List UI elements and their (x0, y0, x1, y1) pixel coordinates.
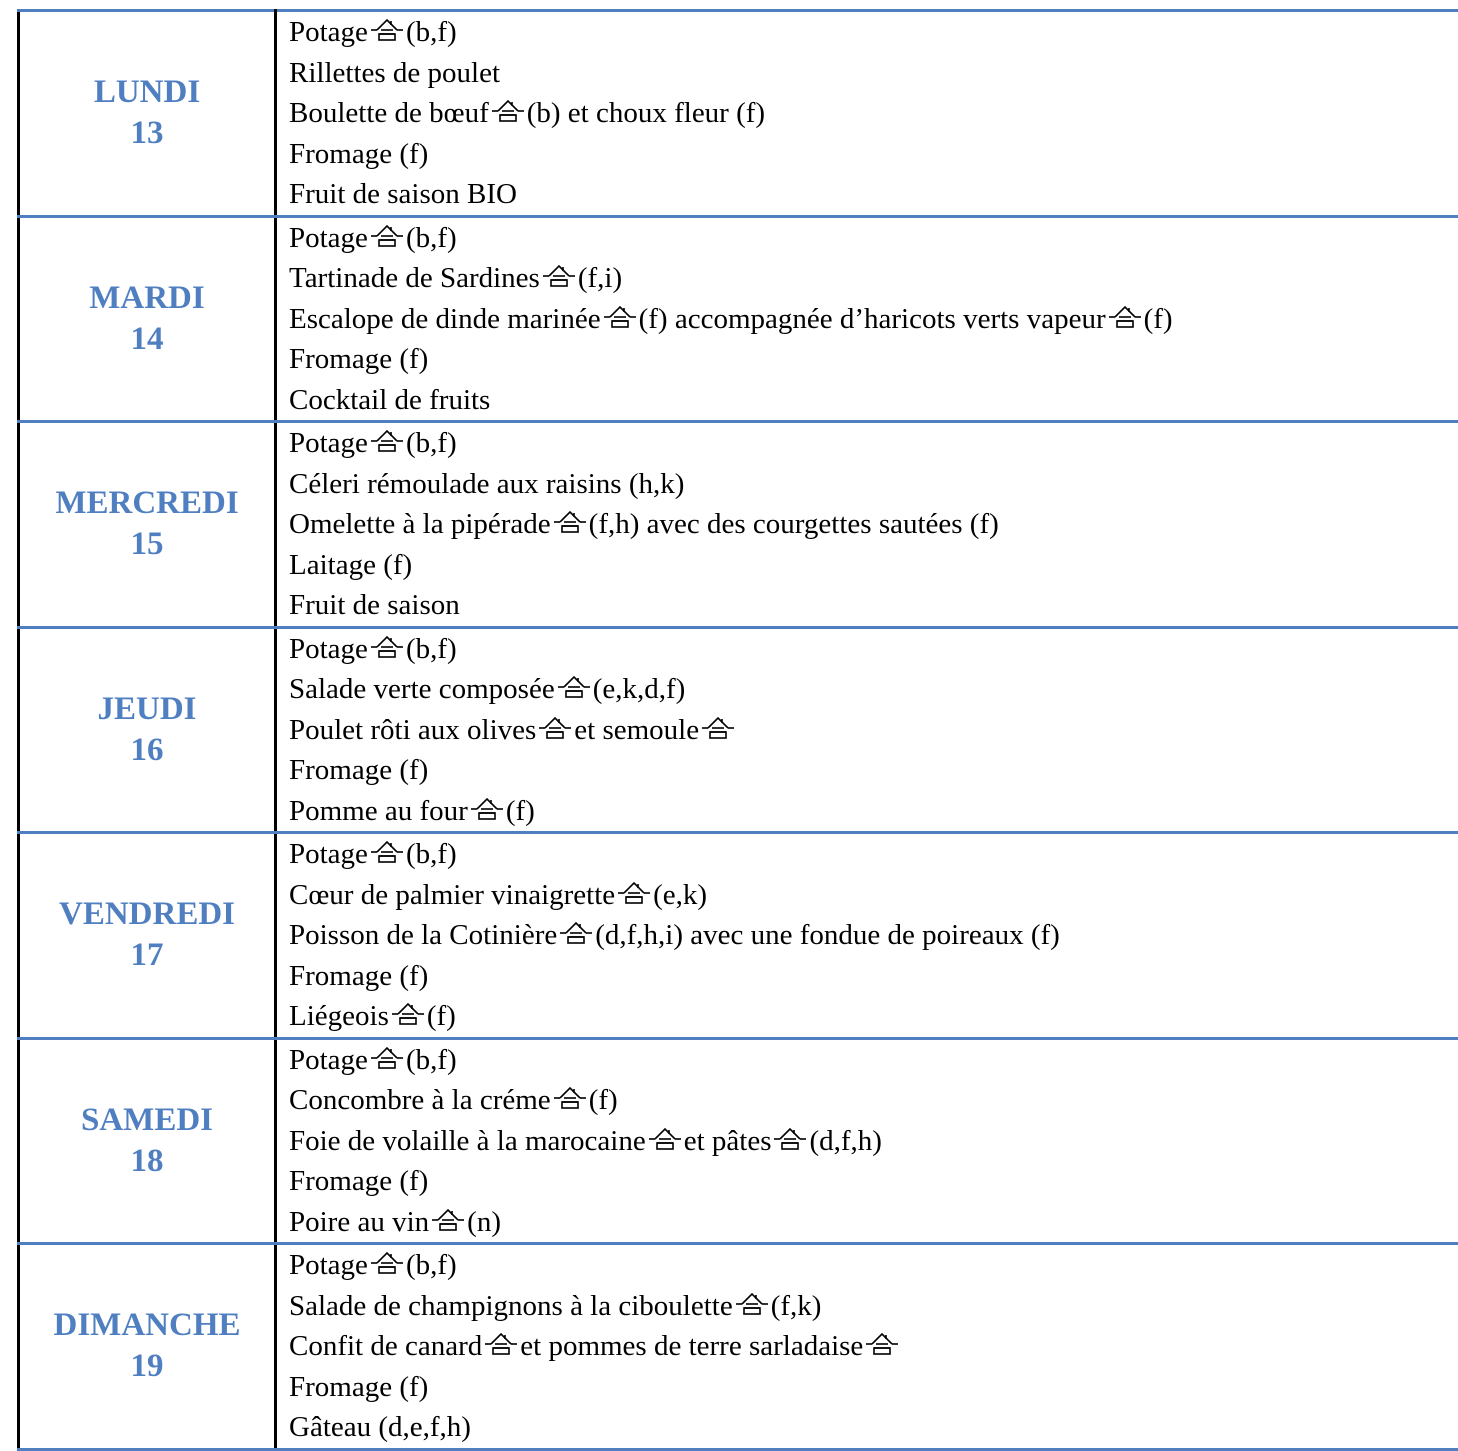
homemade-house-icon (543, 265, 575, 287)
day-name: MARDI (20, 278, 274, 319)
day-row (19, 833, 1458, 1039)
dish-allergens: et pâtes (684, 1125, 772, 1157)
dish-allergens: (f,k) (771, 1290, 822, 1322)
dish-line (289, 1202, 1458, 1243)
dish-allergens: (b,f) (406, 16, 457, 48)
dish-allergens: (b,f) (406, 633, 457, 665)
dish-allergens: (f,h) avec des courgettes sautées (f) (589, 508, 999, 540)
dish-line (289, 1080, 1458, 1121)
homemade-house-icon (371, 1252, 403, 1274)
dish-allergens: (f) (1144, 303, 1173, 335)
homemade-house-icon (649, 1128, 681, 1150)
homemade-house-icon (371, 19, 403, 41)
dish-text: Potage (289, 222, 368, 254)
day-row (19, 627, 1458, 833)
dish-text: Fruit de saison (289, 589, 460, 621)
homemade-house-icon (560, 922, 592, 944)
homemade-house-icon (371, 430, 403, 452)
homemade-house-icon (485, 1333, 517, 1355)
dish-text: Foie de volaille à la marocaine (289, 1125, 646, 1157)
day-number: 17 (20, 935, 274, 976)
dish-allergens: (b,f) (406, 1044, 457, 1076)
day-number: 15 (20, 524, 274, 565)
dish-line (289, 585, 1458, 626)
homemade-house-icon (1109, 306, 1141, 328)
day-name: DIMANCHE (20, 1305, 274, 1346)
day-name: SAMEDI (20, 1100, 274, 1141)
dish-allergens: (f) (427, 1000, 456, 1032)
homemade-house-icon (618, 882, 650, 904)
day-name: JEUDI (20, 689, 274, 730)
dish-text: Fromage (f) (289, 138, 428, 170)
dish-line (289, 134, 1458, 175)
day-number: 16 (20, 730, 274, 771)
dish-text: Poulet rôti aux olives (289, 714, 536, 746)
dish-allergens: (d,f,h) (809, 1125, 881, 1157)
dish-text: Gâteau (d,e,f,h) (289, 1411, 471, 1443)
dishes-cell (276, 627, 1458, 833)
dish-allergens: (f) accompagnée d’haricots verts vapeur (639, 303, 1106, 335)
dish-text: Cocktail de fruits (289, 384, 490, 416)
day-row (19, 216, 1458, 422)
day-number: 13 (20, 113, 274, 154)
day-name: VENDREDI (20, 894, 274, 935)
dish-text: Potage (289, 427, 368, 459)
dish-text: Fromage (f) (289, 343, 428, 375)
dish-text: Escalope de dinde marinée (289, 303, 601, 335)
dish-allergens: (b,f) (406, 222, 457, 254)
dish-allergens: et semoule (574, 714, 699, 746)
day-cell (19, 1244, 276, 1450)
dish-text: Salade de champignons à la ciboulette (289, 1290, 733, 1322)
dish-text: Fromage (f) (289, 1371, 428, 1403)
dish-allergens: (b,f) (406, 427, 457, 459)
dish-text: Tartinade de Sardines (289, 262, 540, 294)
day-number: 14 (20, 319, 274, 360)
dish-line (289, 791, 1458, 832)
day-name: MERCREDI (20, 483, 274, 524)
day-cell (19, 627, 276, 833)
dish-line (289, 93, 1458, 134)
day-cell (19, 1038, 276, 1244)
dish-line (289, 545, 1458, 586)
dishes-cell (276, 11, 1458, 217)
dish-text: Confit de canard (289, 1330, 482, 1362)
dish-line (289, 750, 1458, 791)
homemade-house-icon (432, 1209, 464, 1231)
dish-line (289, 1040, 1458, 1081)
weekly-menu-table (17, 9, 1458, 1451)
day-number: 18 (20, 1141, 274, 1182)
day-cell (19, 833, 276, 1039)
dish-line (289, 423, 1458, 464)
homemade-house-icon (371, 1047, 403, 1069)
homemade-house-icon (492, 100, 524, 122)
dish-allergens: (e,k) (653, 879, 707, 911)
dishes-cell (276, 833, 1458, 1039)
dish-allergens: (f,i) (578, 262, 622, 294)
dish-allergens: (e,k,d,f) (593, 673, 686, 705)
homemade-house-icon (558, 676, 590, 698)
dish-line (289, 12, 1458, 53)
dish-text: Liégeois (289, 1000, 389, 1032)
dish-allergens: (n) (467, 1206, 501, 1238)
dish-line (289, 956, 1458, 997)
homemade-house-icon (554, 1087, 586, 1109)
dish-text: Fruit de saison BIO (289, 178, 517, 210)
homemade-house-icon (554, 511, 586, 533)
dish-text: Rillettes de poulet (289, 57, 500, 89)
day-number: 19 (20, 1346, 274, 1387)
homemade-house-icon (392, 1003, 424, 1025)
dish-line (289, 174, 1458, 215)
dish-text: Boulette de bœuf (289, 97, 489, 129)
dish-line (289, 915, 1458, 956)
dish-line (289, 1245, 1458, 1286)
dish-text: Potage (289, 16, 368, 48)
dish-allergens: (b,f) (406, 1249, 457, 1281)
dish-allergens: (b) et choux fleur (f) (527, 97, 765, 129)
day-cell (19, 422, 276, 628)
dish-text: Fromage (f) (289, 960, 428, 992)
dish-text: Fromage (f) (289, 1165, 428, 1197)
dish-line (289, 1121, 1458, 1162)
day-row (19, 422, 1458, 628)
dish-line (289, 1407, 1458, 1448)
dish-text: Potage (289, 633, 368, 665)
day-row (19, 1038, 1458, 1244)
day-cell (19, 216, 276, 422)
dish-line (289, 1326, 1458, 1367)
dish-text: Poisson de la Cotinière (289, 919, 557, 951)
dish-text: Omelette à la pipérade (289, 508, 551, 540)
dishes-cell (276, 1244, 1458, 1450)
dish-line (289, 339, 1458, 380)
homemade-house-icon (866, 1333, 898, 1355)
homemade-house-icon (539, 717, 571, 739)
dish-text: Cœur de palmier vinaigrette (289, 879, 615, 911)
homemade-house-icon (371, 225, 403, 247)
homemade-house-icon (774, 1128, 806, 1150)
dish-text: Poire au vin (289, 1206, 429, 1238)
dish-text: Potage (289, 838, 368, 870)
dish-allergens: (f) (589, 1084, 618, 1116)
dish-line (289, 504, 1458, 545)
homemade-house-icon (702, 717, 734, 739)
dishes-cell (276, 216, 1458, 422)
dish-line (289, 1286, 1458, 1327)
dish-text: Céleri rémoulade aux raisins (h,k) (289, 468, 684, 500)
menu-body (19, 11, 1458, 1450)
day-name: LUNDI (20, 72, 274, 113)
dish-line (289, 299, 1458, 340)
homemade-house-icon (371, 841, 403, 863)
dish-line (289, 258, 1458, 299)
dish-allergens: (d,f,h,i) avec une fondue de poireaux (f) (595, 919, 1060, 951)
dish-line (289, 53, 1458, 94)
dish-text: Salade verte composée (289, 673, 555, 705)
dish-text: Potage (289, 1249, 368, 1281)
dishes-cell (276, 1038, 1458, 1244)
dish-text: Potage (289, 1044, 368, 1076)
dishes-cell (276, 422, 1458, 628)
homemade-house-icon (736, 1293, 768, 1315)
homemade-house-icon (471, 798, 503, 820)
dish-allergens: (b,f) (406, 838, 457, 870)
dish-line (289, 710, 1458, 751)
dish-text: Fromage (f) (289, 754, 428, 786)
dish-line (289, 1367, 1458, 1408)
dish-text: Laitage (f) (289, 549, 412, 581)
dish-line (289, 834, 1458, 875)
dish-allergens: (f) (506, 795, 535, 827)
dish-line (289, 669, 1458, 710)
dish-line (289, 875, 1458, 916)
homemade-house-icon (371, 636, 403, 658)
homemade-house-icon (604, 306, 636, 328)
dish-allergens: et pommes de terre sarladaise (520, 1330, 863, 1362)
day-row (19, 1244, 1458, 1450)
dish-text: Concombre à la créme (289, 1084, 551, 1116)
dish-line (289, 629, 1458, 670)
day-row (19, 11, 1458, 217)
dish-line (289, 1161, 1458, 1202)
dish-text: Pomme au four (289, 795, 468, 827)
day-cell (19, 11, 276, 217)
dish-line (289, 380, 1458, 421)
dish-line (289, 218, 1458, 259)
dish-line (289, 464, 1458, 505)
dish-line (289, 996, 1458, 1037)
